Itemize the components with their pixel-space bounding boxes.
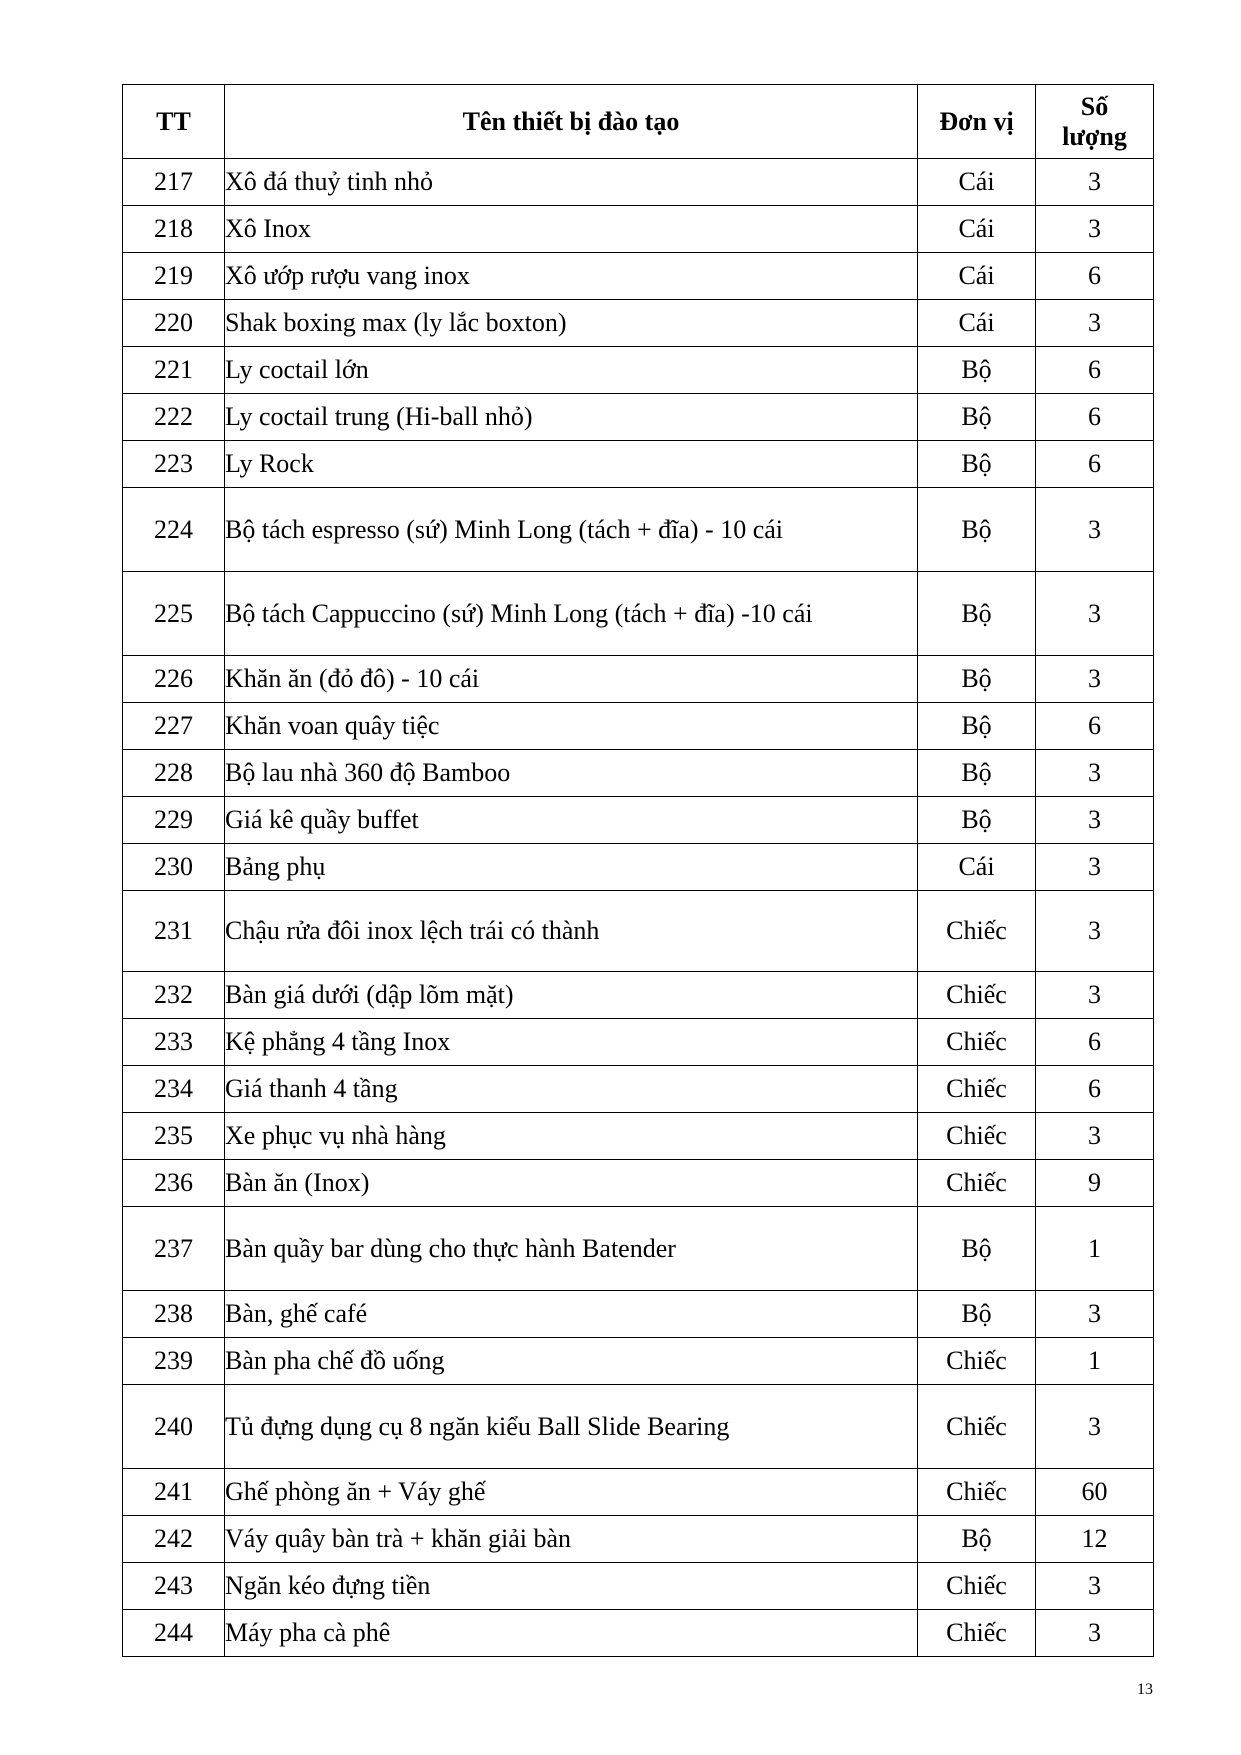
- cell-unit: Bộ: [918, 797, 1036, 844]
- table-row: [123, 656, 1154, 703]
- cell-name: Xô Inox: [225, 206, 918, 253]
- cell-name: Giá thanh 4 tầng: [225, 1066, 918, 1113]
- cell-name: Bàn quầy bar dùng cho thực hành Batender: [225, 1207, 918, 1291]
- cell-tt: 244: [123, 1610, 225, 1657]
- cell-name: Tủ đựng dụng cụ 8 ngăn kiểu Ball Slide Bearing: [225, 1385, 918, 1469]
- cell-name: Giá kê quầy buffet: [225, 797, 918, 844]
- cell-name: Bảng phụ: [225, 844, 918, 891]
- cell-qty: 6: [1036, 703, 1154, 750]
- cell-name: Bàn, ghế café: [225, 1291, 918, 1338]
- cell-name: Bộ tách espresso (sứ) Minh Long (tách + đĩa) - 10 cái: [225, 488, 918, 572]
- table-row: [123, 1563, 1154, 1610]
- cell-unit: Bộ: [918, 750, 1036, 797]
- cell-name: Ly coctail trung (Hi-ball nhỏ): [225, 394, 918, 441]
- cell-qty: 6: [1036, 441, 1154, 488]
- cell-name: Chậu rửa đôi inox lệch trái có thành: [225, 891, 918, 972]
- cell-name: Shak boxing max (ly lắc boxton): [225, 300, 918, 347]
- cell-qty: 6: [1036, 253, 1154, 300]
- cell-name: Xô đá thuỷ tinh nhỏ: [225, 159, 918, 206]
- cell-qty: 3: [1036, 159, 1154, 206]
- cell-name: Khăn ăn (đỏ đô) - 10 cái: [225, 656, 918, 703]
- cell-qty: 1: [1036, 1338, 1154, 1385]
- cell-unit: Bộ: [918, 394, 1036, 441]
- cell-unit: Cái: [918, 844, 1036, 891]
- header-unit: Đơn vị: [918, 85, 1036, 159]
- cell-qty: 1: [1036, 1207, 1154, 1291]
- table-row: [123, 572, 1154, 656]
- cell-name: Váy quây bàn trà + khăn giải bàn: [225, 1516, 918, 1563]
- cell-tt: 232: [123, 972, 225, 1019]
- table-row: [123, 703, 1154, 750]
- table-row: [123, 1385, 1154, 1469]
- cell-tt: 225: [123, 572, 225, 656]
- table-row: [123, 1207, 1154, 1291]
- cell-qty: 3: [1036, 972, 1154, 1019]
- table-row: [123, 1516, 1154, 1563]
- cell-qty: 3: [1036, 797, 1154, 844]
- cell-tt: 221: [123, 347, 225, 394]
- cell-name: Bộ tách Cappuccino (sứ) Minh Long (tách + đĩa) -10 cái: [225, 572, 918, 656]
- cell-unit: Bộ: [918, 1516, 1036, 1563]
- cell-qty: 3: [1036, 300, 1154, 347]
- cell-tt: 218: [123, 206, 225, 253]
- cell-name: Ghế phòng ăn + Váy ghế: [225, 1469, 918, 1516]
- cell-unit: Bộ: [918, 703, 1036, 750]
- header-qty-line2: lượng: [1062, 121, 1127, 151]
- table-row: [123, 488, 1154, 572]
- cell-tt: 241: [123, 1469, 225, 1516]
- table-row: [123, 1066, 1154, 1113]
- table-row: [123, 253, 1154, 300]
- cell-name: Máy pha cà phê: [225, 1610, 918, 1657]
- cell-unit: Chiếc: [918, 891, 1036, 972]
- cell-unit: Chiếc: [918, 1019, 1036, 1066]
- cell-unit: Chiếc: [918, 1563, 1036, 1610]
- cell-qty: 3: [1036, 206, 1154, 253]
- table-row: [123, 891, 1154, 972]
- cell-name: Xe phục vụ nhà hàng: [225, 1113, 918, 1160]
- table-row: [123, 1019, 1154, 1066]
- cell-tt: 227: [123, 703, 225, 750]
- table-row: [123, 972, 1154, 1019]
- cell-tt: 233: [123, 1019, 225, 1066]
- cell-unit: Bộ: [918, 572, 1036, 656]
- cell-name: Bàn pha chế đồ uống: [225, 1338, 918, 1385]
- cell-unit: Cái: [918, 300, 1036, 347]
- table-row: [123, 441, 1154, 488]
- cell-tt: 235: [123, 1113, 225, 1160]
- equipment-table: [122, 84, 1154, 1657]
- table-header-row: [123, 85, 1154, 159]
- cell-unit: Chiếc: [918, 972, 1036, 1019]
- cell-name: Bộ lau nhà 360 độ Bamboo: [225, 750, 918, 797]
- cell-qty: 3: [1036, 1563, 1154, 1610]
- header-qty: [1036, 85, 1154, 159]
- cell-unit: Bộ: [918, 1291, 1036, 1338]
- header-qty-line1: Số: [1080, 91, 1109, 121]
- cell-tt: 222: [123, 394, 225, 441]
- cell-tt: 243: [123, 1563, 225, 1610]
- cell-qty: 3: [1036, 1291, 1154, 1338]
- cell-qty: 60: [1036, 1469, 1154, 1516]
- cell-qty: 6: [1036, 347, 1154, 394]
- table-row: [123, 300, 1154, 347]
- cell-qty: 6: [1036, 1019, 1154, 1066]
- cell-name: Ly Rock: [225, 441, 918, 488]
- table-row: [123, 206, 1154, 253]
- cell-qty: 3: [1036, 572, 1154, 656]
- table-row: [123, 1160, 1154, 1207]
- cell-unit: Bộ: [918, 441, 1036, 488]
- cell-qty: 3: [1036, 488, 1154, 572]
- table-row: [123, 1113, 1154, 1160]
- table-row: [123, 1291, 1154, 1338]
- cell-qty: 3: [1036, 750, 1154, 797]
- cell-tt: 237: [123, 1207, 225, 1291]
- cell-unit: Cái: [918, 253, 1036, 300]
- cell-tt: 230: [123, 844, 225, 891]
- cell-tt: 239: [123, 1338, 225, 1385]
- cell-tt: 228: [123, 750, 225, 797]
- cell-unit: Cái: [918, 206, 1036, 253]
- cell-unit: Chiếc: [918, 1610, 1036, 1657]
- cell-tt: 240: [123, 1385, 225, 1469]
- table-row: [123, 394, 1154, 441]
- table-row: [123, 159, 1154, 206]
- cell-unit: Bộ: [918, 1207, 1036, 1291]
- cell-unit: Chiếc: [918, 1113, 1036, 1160]
- cell-unit: Chiếc: [918, 1469, 1036, 1516]
- cell-unit: Bộ: [918, 488, 1036, 572]
- table-row: [123, 844, 1154, 891]
- cell-tt: 238: [123, 1291, 225, 1338]
- table-row: [123, 347, 1154, 394]
- cell-tt: 217: [123, 159, 225, 206]
- cell-name: Kệ phẳng 4 tầng Inox: [225, 1019, 918, 1066]
- cell-unit: Chiếc: [918, 1338, 1036, 1385]
- header-tt: TT: [123, 85, 225, 159]
- cell-qty: 9: [1036, 1160, 1154, 1207]
- cell-qty: 3: [1036, 1610, 1154, 1657]
- cell-unit: Chiếc: [918, 1066, 1036, 1113]
- cell-tt: 220: [123, 300, 225, 347]
- cell-name: Bàn giá dưới (dập lõm mặt): [225, 972, 918, 1019]
- cell-unit: Bộ: [918, 347, 1036, 394]
- cell-qty: 3: [1036, 656, 1154, 703]
- cell-tt: 234: [123, 1066, 225, 1113]
- cell-unit: Chiếc: [918, 1385, 1036, 1469]
- cell-qty: 3: [1036, 1113, 1154, 1160]
- cell-tt: 231: [123, 891, 225, 972]
- table-row: [123, 797, 1154, 844]
- cell-tt: 223: [123, 441, 225, 488]
- cell-tt: 229: [123, 797, 225, 844]
- cell-name: Bàn ăn (Inox): [225, 1160, 918, 1207]
- table-row: [123, 1469, 1154, 1516]
- cell-qty: 6: [1036, 394, 1154, 441]
- table-row: [123, 1610, 1154, 1657]
- page-number: 13: [1137, 1681, 1153, 1698]
- cell-tt: 242: [123, 1516, 225, 1563]
- cell-qty: 3: [1036, 1385, 1154, 1469]
- header-name: Tên thiết bị đào tạo: [225, 85, 918, 159]
- cell-unit: Chiếc: [918, 1160, 1036, 1207]
- cell-tt: 219: [123, 253, 225, 300]
- cell-name: Ly coctail lớn: [225, 347, 918, 394]
- cell-tt: 236: [123, 1160, 225, 1207]
- cell-tt: 226: [123, 656, 225, 703]
- cell-unit: Bộ: [918, 656, 1036, 703]
- table-row: [123, 1338, 1154, 1385]
- cell-name: Xô ướp rượu vang inox: [225, 253, 918, 300]
- cell-name: Ngăn kéo đựng tiền: [225, 1563, 918, 1610]
- cell-qty: 3: [1036, 891, 1154, 972]
- cell-name: Khăn voan quây tiệc: [225, 703, 918, 750]
- cell-tt: 224: [123, 488, 225, 572]
- cell-qty: 12: [1036, 1516, 1154, 1563]
- table-row: [123, 750, 1154, 797]
- cell-qty: 6: [1036, 1066, 1154, 1113]
- cell-qty: 3: [1036, 844, 1154, 891]
- cell-unit: Cái: [918, 159, 1036, 206]
